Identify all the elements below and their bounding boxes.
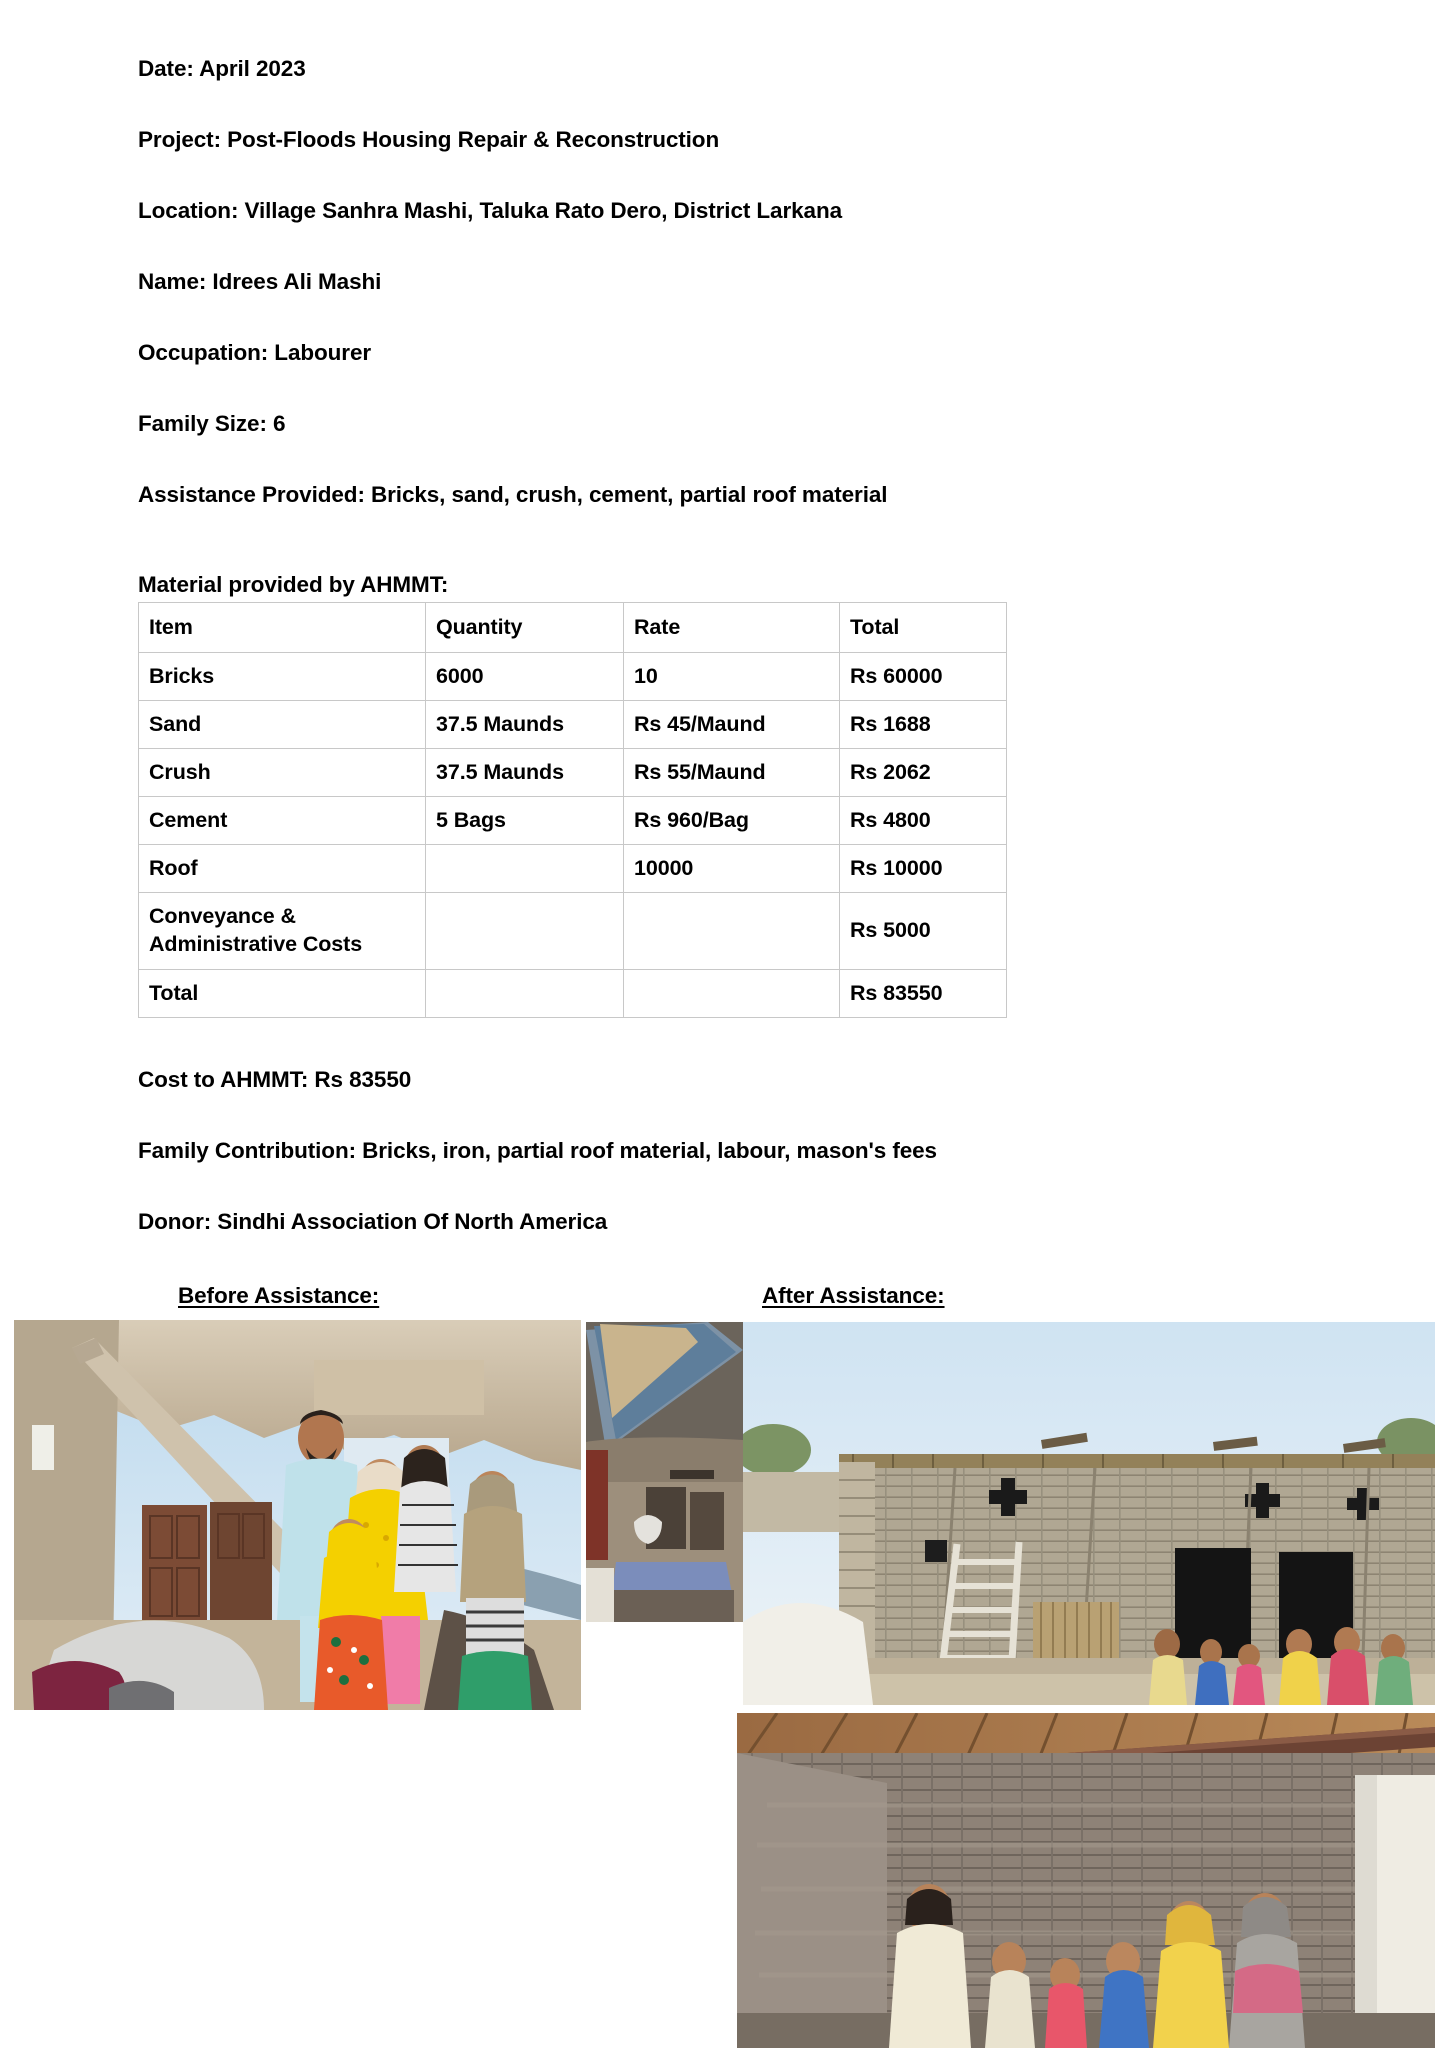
cell-quantity (426, 893, 624, 970)
cell-item: Cement (139, 797, 426, 845)
cell-item: Crush (139, 749, 426, 797)
cell-total: Rs 83550 (840, 970, 1007, 1018)
summary-block (138, 1069, 1338, 1282)
cell-rate: Rs 960/Bag (624, 797, 840, 845)
cell-total: Rs 2062 (840, 749, 1007, 797)
cell-rate (624, 970, 840, 1018)
column-header-quantity: Quantity (426, 603, 624, 653)
assistance-light-text: sand, crush, cement, partial roof material (445, 482, 888, 507)
cell-quantity: 37.5 Maunds (426, 749, 624, 797)
cell-quantity (426, 970, 624, 1018)
caption-before-assistance: Before Assistance: (178, 1283, 380, 1308)
cell-quantity: 6000 (426, 653, 624, 701)
cell-total: Rs 5000 (840, 893, 1007, 970)
photo-after-assistance-main (743, 1322, 1435, 1705)
cell-total: Rs 10000 (840, 845, 1007, 893)
cell-quantity (426, 845, 624, 893)
column-header-rate: Rate (624, 603, 840, 653)
table-row (139, 797, 1007, 845)
meta-line-name: Name: Idrees Ali Mashi (138, 269, 382, 294)
case-metadata-block (138, 58, 1318, 555)
table-row (139, 653, 1007, 701)
table-row-total (139, 970, 1007, 1018)
cell-quantity: 37.5 Maunds (426, 701, 624, 749)
meta-line-project: Project: Post-Floods Housing Repair & Reconstruction (138, 127, 720, 152)
photo-before-assistance (14, 1320, 581, 1710)
photo-after-assistance-interior (737, 1713, 1435, 2048)
cell-total: Rs 1688 (840, 701, 1007, 749)
family-contribution-line: Family Contribution: Bricks, iron, partial roof material, labour, mason's fees (138, 1138, 937, 1163)
table-header-row (139, 603, 1007, 653)
materials-table-label: Material provided by AHMMT: (138, 572, 449, 597)
cell-rate: 10 (624, 653, 840, 701)
meta-line-occupation: Occupation: Labourer (138, 340, 372, 365)
cell-item: Roof (139, 845, 426, 893)
cell-item: Bricks (139, 653, 426, 701)
cell-total: Rs 60000 (840, 653, 1007, 701)
materials-table (138, 602, 1007, 1018)
table-row (139, 845, 1007, 893)
cost-to-ahmmt-line: Cost to AHMMT: Rs 83550 (138, 1067, 412, 1092)
meta-line-family-size: Family Size: 6 (138, 411, 286, 436)
table-row (139, 893, 1007, 970)
donor-line: Donor: Sindhi Association Of North America (138, 1209, 608, 1234)
cell-item: Total (139, 970, 426, 1018)
meta-line-assistance-provided (138, 484, 1318, 507)
cell-rate (624, 893, 840, 970)
assistance-bold-text: Assistance Provided: Bricks, (138, 482, 446, 507)
cell-item: Sand (139, 701, 426, 749)
table-row (139, 749, 1007, 797)
cell-rate: Rs 45/Maund (624, 701, 840, 749)
table-row (139, 701, 1007, 749)
caption-after-assistance: After Assistance: (762, 1283, 945, 1308)
column-header-total: Total (840, 603, 1007, 653)
cell-item: Conveyance & Administrative Costs (139, 893, 426, 970)
cell-rate: Rs 55/Maund (624, 749, 840, 797)
cell-total: Rs 4800 (840, 797, 1007, 845)
cell-quantity: 5 Bags (426, 797, 624, 845)
photo-after-assistance-strip (586, 1322, 743, 1622)
meta-line-location: Location: Village Sanhra Mashi, Taluka Rato Dero, District Larkana (138, 198, 843, 223)
column-header-item: Item (139, 603, 426, 653)
cell-rate: 10000 (624, 845, 840, 893)
meta-line-date: Date: April 2023 (138, 56, 306, 81)
